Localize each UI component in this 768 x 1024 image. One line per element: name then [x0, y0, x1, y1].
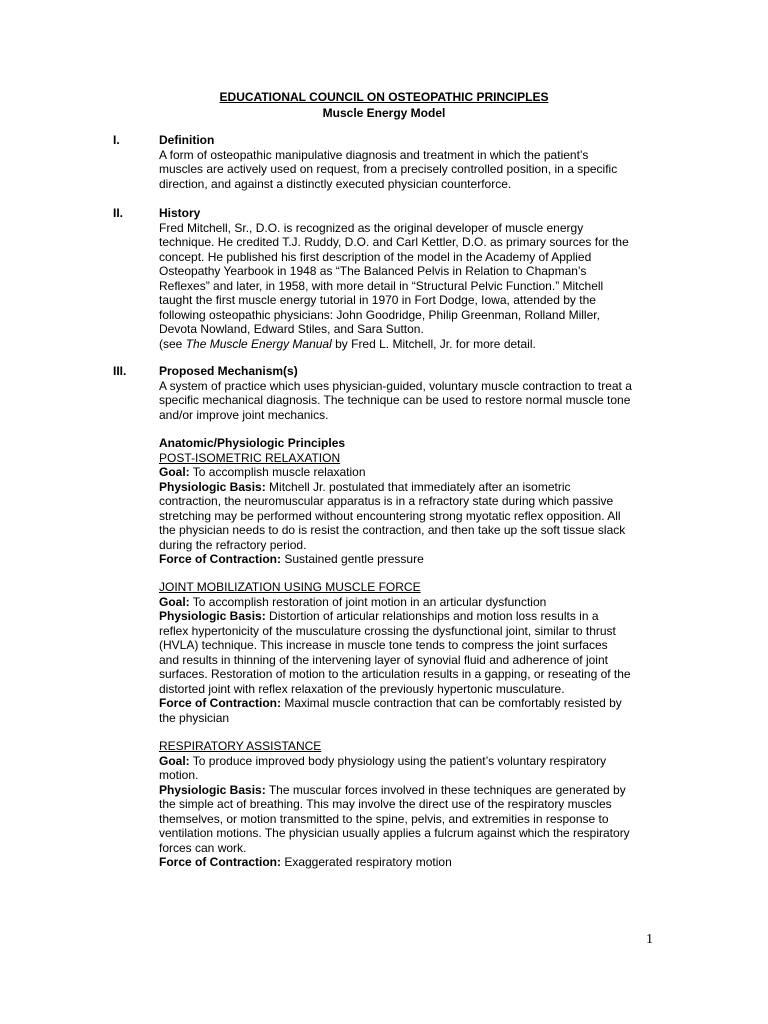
- basis-line: [159, 783, 659, 798]
- body-line: ventilation motions. The physician usually applies a fulcrum against which the respiratory: [159, 826, 630, 840]
- body-line: Devota Nowland, Edward Stiles, and Sara Sutton.: [159, 322, 424, 336]
- see-prefix: (see: [159, 336, 186, 351]
- body-line: the physician needs to do is resist the contraction, and then take up the soft tissue slack: [159, 523, 626, 537]
- body-line: taught the first muscle energy tutorial in 1970 in Fort Dodge, Iowa, attended by the: [159, 293, 596, 307]
- body-line: contraction, the neuromuscular apparatus is in a refractory state during which passive: [159, 494, 614, 508]
- body-line: forces can work.: [159, 840, 247, 855]
- principles-heading: Anatomic/Physiologic Principles: [159, 436, 346, 450]
- section-heading-mechanism: Proposed Mechanism(s): [159, 364, 298, 378]
- body-line: Osteopathy Yearbook in 1948 as “The Balanced Pelvis in Relation to Chapman’s: [159, 264, 587, 278]
- body-line: stretching may be performed without encountering strong myotatic reflex opposition. All: [159, 508, 621, 523]
- subsection-title-jm: JOINT MOBILIZATION USING MUSCLE FORCE: [159, 580, 421, 594]
- force-text: Sustained gentle pressure: [281, 552, 424, 566]
- goal-line: [159, 595, 659, 610]
- goal-label: Goal:: [159, 465, 190, 479]
- body-line: A form of osteopathic manipulative diagnosis and treatment in which the patient’s: [159, 147, 589, 162]
- body-line: Reflexes” and later, in 1958, with more detail in “Structural Pelvic Function.” Mitchell: [159, 278, 604, 293]
- basis-line: [159, 480, 659, 495]
- basis-label: Physiologic Basis:: [159, 782, 266, 797]
- basis-text: Mitchell Jr. postulated that immediately after an isometric: [265, 479, 571, 494]
- body-line: A system of practice which uses physician-guided, voluntary muscle contraction to treat a: [159, 378, 632, 393]
- goal-label: Goal:: [159, 594, 190, 609]
- goal-line: [159, 754, 659, 769]
- book-title: The Muscle Energy Manual: [185, 336, 332, 351]
- basis-label: Physiologic Basis:: [159, 609, 266, 623]
- body-line: (HVLA) technique. This increase in muscle tone tends to compress the joint surfaces: [159, 638, 608, 652]
- section-numeral-definition: I.: [113, 133, 120, 147]
- basis-text: The muscular forces involved in these techniques are generated by: [265, 782, 626, 797]
- force-line: [159, 696, 659, 711]
- goal-label: Goal:: [159, 753, 190, 768]
- history-body: [159, 221, 659, 352]
- doc-title: Muscle Energy Model: [322, 106, 446, 120]
- basis-line: [159, 609, 659, 624]
- force-label: Force of Contraction:: [159, 855, 281, 869]
- goal-text: To accomplish restoration of joint motion in an articular dysfunction: [189, 594, 547, 609]
- body-line: Fred Mitchell, Sr., D.O. is recognized as the original developer of muscle energy: [159, 220, 584, 235]
- goal-text: To produce improved body physiology using the patient’s voluntary respiratory: [189, 753, 607, 768]
- body-line: the simple act of breathing. This may involve the direct use of the respiratory muscles: [159, 797, 612, 811]
- subsection-title-ra: RESPIRATORY ASSISTANCE: [159, 739, 322, 753]
- force-line: [159, 552, 659, 567]
- see-suffix: by Fred L. Mitchell, Jr. for more detail.: [331, 336, 536, 351]
- page-number: 1: [646, 932, 653, 947]
- body-line: reflex hypertonicity of the musculature crossing the dysfunctional joint, similar to thrust: [159, 623, 616, 638]
- goal-line: [159, 465, 659, 480]
- mechanism-body: [159, 379, 659, 423]
- force-label: Force of Contraction:: [159, 552, 281, 566]
- force-label: Force of Contraction:: [159, 696, 281, 710]
- definition-body: [159, 148, 659, 192]
- body-line: motion.: [159, 768, 199, 782]
- body-line: themselves, or motion transmitted to the spine, pelvis, and extremities in response to: [159, 811, 609, 826]
- body-line: direction, and against a distinctly executed physician counterforce.: [159, 176, 512, 191]
- body-line: and/or improve joint mechanics.: [159, 407, 329, 422]
- body-line: technique. He credited T.J. Ruddy, D.O. and Carl Kettler, D.O. as primary sources for the: [159, 235, 629, 249]
- section-numeral-history: II.: [113, 206, 124, 220]
- respiratory-assistance-block: [159, 739, 659, 870]
- principles-block: [159, 436, 659, 567]
- body-line: during the refractory period.: [159, 537, 307, 552]
- section-heading-definition: Definition: [159, 133, 215, 147]
- org-title: EDUCATIONAL COUNCIL ON OSTEOPATHIC PRINCIPLES: [219, 90, 549, 104]
- see-reference-line: [159, 337, 659, 352]
- force-text: Exaggerated respiratory motion: [281, 855, 452, 869]
- body-line: concept. He published his first description of the model in the Academy of Applied: [159, 249, 592, 264]
- force-line: [159, 855, 659, 870]
- body-line: specific mechanical diagnosis. The technique can be used to restore normal muscle tone: [159, 393, 631, 407]
- section-definition: [159, 133, 659, 191]
- section-heading-history: History: [159, 206, 201, 220]
- body-line: surfaces. Restoration of motion to the articulation results in a gapping, or reseating of the: [159, 667, 631, 681]
- body-line: the physician: [159, 710, 230, 725]
- goal-text: To accomplish muscle relaxation: [189, 465, 366, 479]
- body-line: distorted joint with reflex relaxation of the previously hypertonic musculature.: [159, 681, 565, 696]
- section-mechanism: [159, 364, 659, 422]
- body-line: and results in thinning of the intervening layer of synovial fluid and adherence of joint: [159, 652, 608, 667]
- basis-label: Physiologic Basis:: [159, 479, 266, 494]
- section-numeral-mechanism: III.: [113, 364, 127, 378]
- section-history: [159, 206, 659, 351]
- body-line: muscles are actively used on request, from a precisely controlled position, in a specific: [159, 162, 618, 176]
- subsection-title-pir: POST-ISOMETRIC RELAXATION: [159, 450, 341, 465]
- force-text: Maximal muscle contraction that can be comfortably resisted by: [281, 696, 622, 710]
- body-line: following osteopathic physicians: John Goodridge, Philip Greenman, Rolland Miller,: [159, 307, 600, 322]
- basis-text: Distortion of articular relationships and motion loss results in a: [265, 609, 599, 623]
- joint-mobilization-block: [159, 580, 659, 725]
